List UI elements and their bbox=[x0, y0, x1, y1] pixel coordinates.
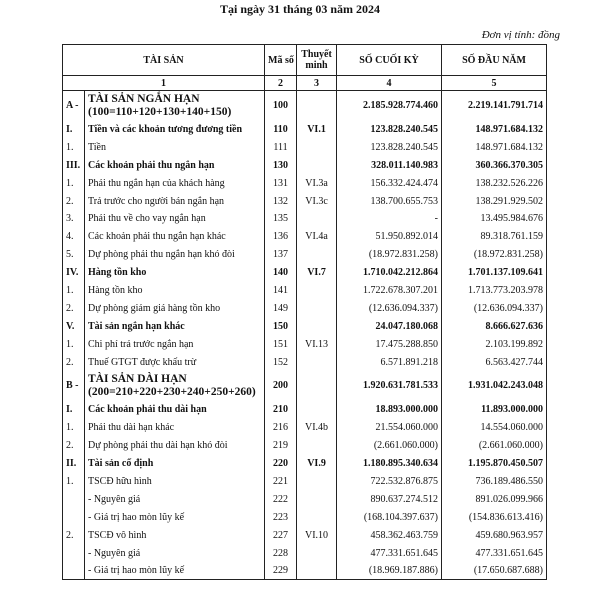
row-index: 1. bbox=[63, 174, 85, 192]
note-ref bbox=[297, 138, 337, 156]
col-header-note: Thuyết minh bbox=[297, 45, 337, 76]
asset-code: 220 bbox=[265, 455, 297, 473]
row-index: 4. bbox=[63, 228, 85, 246]
end-period-value: 21.554.060.000 bbox=[337, 419, 442, 437]
begin-year-value: 2.219.141.791.714 bbox=[442, 91, 547, 121]
table-row bbox=[63, 353, 547, 371]
begin-year-value: (17.650.687.688) bbox=[442, 562, 547, 580]
report-date: Tại ngày 31 tháng 03 năm 2024 bbox=[219, 2, 381, 16]
col-header-code: Mã số bbox=[265, 45, 297, 76]
table-row bbox=[63, 138, 547, 156]
asset-code: 110 bbox=[265, 121, 297, 139]
asset-code: 200 bbox=[265, 371, 297, 401]
asset-code: 221 bbox=[265, 473, 297, 491]
note-ref bbox=[297, 437, 337, 455]
asset-name: Các khoản phải thu ngắn hạn khác bbox=[85, 228, 265, 246]
end-period-value: 2.185.928.774.460 bbox=[337, 91, 442, 121]
begin-year-value: (18.972.831.258) bbox=[442, 246, 547, 264]
row-index bbox=[63, 508, 85, 526]
end-period-value: 123.828.240.545 bbox=[337, 121, 442, 139]
table-row bbox=[63, 455, 547, 473]
asset-name: TÀI SẢN NGẮN HẠN (100=110+120+130+140+150) bbox=[85, 91, 265, 121]
asset-name: Phải thu dài hạn khác bbox=[85, 419, 265, 437]
note-ref bbox=[297, 282, 337, 300]
asset-code: 135 bbox=[265, 210, 297, 228]
asset-code: 152 bbox=[265, 353, 297, 371]
table-row bbox=[63, 91, 547, 121]
note-ref bbox=[297, 246, 337, 264]
asset-name: TSCĐ hữu hình bbox=[85, 473, 265, 491]
end-period-value: 138.700.655.753 bbox=[337, 192, 442, 210]
end-period-value: 6.571.891.218 bbox=[337, 353, 442, 371]
end-period-value: - bbox=[337, 210, 442, 228]
row-index: 1. bbox=[63, 282, 85, 300]
row-index: III. bbox=[63, 156, 85, 174]
row-index: 2. bbox=[63, 192, 85, 210]
row-index: 1. bbox=[63, 419, 85, 437]
table-row bbox=[63, 401, 547, 419]
table-row bbox=[63, 544, 547, 562]
table-row bbox=[63, 371, 547, 401]
begin-year-value: (12.636.094.337) bbox=[442, 299, 547, 317]
note-ref: VI.9 bbox=[297, 455, 337, 473]
row-index: IV. bbox=[63, 264, 85, 282]
note-ref: VI.1 bbox=[297, 121, 337, 139]
begin-year-value: 1.713.773.203.978 bbox=[442, 282, 547, 300]
asset-name: Thuế GTGT được khấu trừ bbox=[85, 353, 265, 371]
begin-year-value: 13.495.984.676 bbox=[442, 210, 547, 228]
end-period-value: 18.893.000.000 bbox=[337, 401, 442, 419]
row-index: I. bbox=[63, 401, 85, 419]
end-period-value: 1.180.895.340.634 bbox=[337, 455, 442, 473]
note-ref bbox=[297, 353, 337, 371]
begin-year-value: 1.701.137.109.641 bbox=[442, 264, 547, 282]
col-index: 2 bbox=[265, 76, 297, 91]
begin-year-value: 736.189.486.550 bbox=[442, 473, 547, 491]
table-row bbox=[63, 299, 547, 317]
asset-name: Dự phòng phải thu ngắn hạn khó đòi bbox=[85, 246, 265, 264]
note-ref: VI.3c bbox=[297, 192, 337, 210]
end-period-value: 890.637.274.512 bbox=[337, 490, 442, 508]
row-index bbox=[63, 562, 85, 580]
note-ref bbox=[297, 544, 337, 562]
end-period-value: 328.011.140.983 bbox=[337, 156, 442, 174]
asset-code: 136 bbox=[265, 228, 297, 246]
note-ref: VI.4b bbox=[297, 419, 337, 437]
asset-code: 210 bbox=[265, 401, 297, 419]
row-index: 1. bbox=[63, 335, 85, 353]
end-period-value: 1.722.678.307.201 bbox=[337, 282, 442, 300]
asset-code: 216 bbox=[265, 419, 297, 437]
end-period-value: 123.828.240.545 bbox=[337, 138, 442, 156]
asset-name: Tài sản ngắn hạn khác bbox=[85, 317, 265, 335]
asset-code: 222 bbox=[265, 490, 297, 508]
note-ref bbox=[297, 371, 337, 401]
row-index: 2. bbox=[63, 526, 85, 544]
balance-sheet-table bbox=[62, 44, 547, 580]
row-index: 5. bbox=[63, 246, 85, 264]
note-ref bbox=[297, 401, 337, 419]
row-index bbox=[63, 544, 85, 562]
begin-year-value: 459.680.963.957 bbox=[442, 526, 547, 544]
asset-code: 131 bbox=[265, 174, 297, 192]
asset-code: 130 bbox=[265, 156, 297, 174]
table-row bbox=[63, 473, 547, 491]
end-period-value: 1.710.042.212.864 bbox=[337, 264, 442, 282]
table-row bbox=[63, 335, 547, 353]
table-row bbox=[63, 562, 547, 580]
end-period-value: 24.047.180.068 bbox=[337, 317, 442, 335]
note-ref: VI.10 bbox=[297, 526, 337, 544]
col-index: 5 bbox=[442, 76, 547, 91]
begin-year-value: 6.563.427.744 bbox=[442, 353, 547, 371]
begin-year-value: 148.971.684.132 bbox=[442, 121, 547, 139]
col-index: 3 bbox=[297, 76, 337, 91]
note-ref bbox=[297, 210, 337, 228]
note-ref bbox=[297, 508, 337, 526]
table-row bbox=[63, 174, 547, 192]
end-period-value: 51.950.892.014 bbox=[337, 228, 442, 246]
col-header-asset: TÀI SẢN bbox=[63, 45, 265, 76]
asset-code: 140 bbox=[265, 264, 297, 282]
asset-name: Phải thu về cho vay ngắn hạn bbox=[85, 210, 265, 228]
asset-code: 137 bbox=[265, 246, 297, 264]
note-ref bbox=[297, 562, 337, 580]
asset-code: 149 bbox=[265, 299, 297, 317]
begin-year-value: (2.661.060.000) bbox=[442, 437, 547, 455]
asset-name: - Nguyên giá bbox=[85, 544, 265, 562]
asset-name: TSCĐ vô hình bbox=[85, 526, 265, 544]
begin-year-value: 360.366.370.305 bbox=[442, 156, 547, 174]
end-period-value: 477.331.651.645 bbox=[337, 544, 442, 562]
note-ref bbox=[297, 473, 337, 491]
note-ref: VI.4a bbox=[297, 228, 337, 246]
table-row bbox=[63, 437, 547, 455]
asset-name: Các khoản phải thu dài hạn bbox=[85, 401, 265, 419]
asset-name: Dự phòng phải thu dài hạn khó đòi bbox=[85, 437, 265, 455]
asset-code: 151 bbox=[265, 335, 297, 353]
end-period-value: (18.972.831.258) bbox=[337, 246, 442, 264]
end-period-value: (168.104.397.637) bbox=[337, 508, 442, 526]
column-index-row bbox=[63, 76, 547, 91]
note-ref bbox=[297, 91, 337, 121]
asset-name: Hàng tồn kho bbox=[85, 282, 265, 300]
row-index: 2. bbox=[63, 437, 85, 455]
row-index: 2. bbox=[63, 353, 85, 371]
row-index: I. bbox=[63, 121, 85, 139]
asset-name: Chi phí trả trước ngắn hạn bbox=[85, 335, 265, 353]
asset-name: Hàng tồn kho bbox=[85, 264, 265, 282]
col-header-end: SỐ CUỐI KỲ bbox=[337, 45, 442, 76]
row-index: 1. bbox=[63, 138, 85, 156]
row-index: V. bbox=[63, 317, 85, 335]
table-row bbox=[63, 192, 547, 210]
begin-year-value: (154.836.613.416) bbox=[442, 508, 547, 526]
begin-year-value: 8.666.627.636 bbox=[442, 317, 547, 335]
note-ref: VI.7 bbox=[297, 264, 337, 282]
end-period-value: 722.532.876.875 bbox=[337, 473, 442, 491]
begin-year-value: 1.931.042.243.048 bbox=[442, 371, 547, 401]
asset-code: 229 bbox=[265, 562, 297, 580]
row-index bbox=[63, 490, 85, 508]
begin-year-value: 11.893.000.000 bbox=[442, 401, 547, 419]
begin-year-value: 14.554.060.000 bbox=[442, 419, 547, 437]
asset-name: - Nguyên giá bbox=[85, 490, 265, 508]
table-row bbox=[63, 228, 547, 246]
table-row bbox=[63, 246, 547, 264]
table-header-row bbox=[63, 45, 547, 76]
end-period-value: 156.332.424.474 bbox=[337, 174, 442, 192]
note-ref bbox=[297, 490, 337, 508]
begin-year-value: 477.331.651.645 bbox=[442, 544, 547, 562]
asset-code: 219 bbox=[265, 437, 297, 455]
table-row bbox=[63, 419, 547, 437]
begin-year-value: 1.195.870.450.507 bbox=[442, 455, 547, 473]
table-row bbox=[63, 156, 547, 174]
asset-code: 223 bbox=[265, 508, 297, 526]
begin-year-value: 2.103.199.892 bbox=[442, 335, 547, 353]
row-index: 3. bbox=[63, 210, 85, 228]
asset-name: - Giá trị hao mòn lũy kế bbox=[85, 508, 265, 526]
note-ref bbox=[297, 317, 337, 335]
begin-year-value: 89.318.761.159 bbox=[442, 228, 547, 246]
note-ref bbox=[297, 156, 337, 174]
begin-year-value: 138.291.929.502 bbox=[442, 192, 547, 210]
asset-name: Tiền bbox=[85, 138, 265, 156]
asset-name: Tài sản cố định bbox=[85, 455, 265, 473]
asset-code: 100 bbox=[265, 91, 297, 121]
table-row bbox=[63, 210, 547, 228]
asset-name: TÀI SẢN DÀI HẠN (200=210+220+230+240+250+260) bbox=[85, 371, 265, 401]
note-ref bbox=[297, 299, 337, 317]
end-period-value: (2.661.060.000) bbox=[337, 437, 442, 455]
table-row bbox=[63, 121, 547, 139]
row-index: 1. bbox=[63, 473, 85, 491]
begin-year-value: 891.026.099.966 bbox=[442, 490, 547, 508]
end-period-value: (18.969.187.886) bbox=[337, 562, 442, 580]
row-index: 2. bbox=[63, 299, 85, 317]
end-period-value: 17.475.288.850 bbox=[337, 335, 442, 353]
col-index: 4 bbox=[337, 76, 442, 91]
asset-code: 227 bbox=[265, 526, 297, 544]
asset-name: Trả trước cho người bán ngắn hạn bbox=[85, 192, 265, 210]
asset-code: 111 bbox=[265, 138, 297, 156]
table-row bbox=[63, 317, 547, 335]
note-ref: VI.3a bbox=[297, 174, 337, 192]
begin-year-value: 138.232.526.226 bbox=[442, 174, 547, 192]
table-row bbox=[63, 264, 547, 282]
table-body bbox=[63, 91, 547, 580]
note-ref: VI.13 bbox=[297, 335, 337, 353]
table-row bbox=[63, 282, 547, 300]
asset-code: 228 bbox=[265, 544, 297, 562]
asset-code: 141 bbox=[265, 282, 297, 300]
table-row bbox=[63, 490, 547, 508]
row-index: II. bbox=[63, 455, 85, 473]
asset-name: Tiền và các khoản tương đương tiền bbox=[85, 121, 265, 139]
table-row bbox=[63, 508, 547, 526]
currency-unit-note: Đơn vị tính: đồng bbox=[481, 29, 560, 41]
row-index: B - bbox=[63, 371, 85, 401]
col-index: 1 bbox=[63, 76, 265, 91]
end-period-value: 1.920.631.781.533 bbox=[337, 371, 442, 401]
end-period-value: (12.636.094.337) bbox=[337, 299, 442, 317]
asset-name: Phải thu ngắn hạn của khách hàng bbox=[85, 174, 265, 192]
asset-code: 150 bbox=[265, 317, 297, 335]
table-row bbox=[63, 526, 547, 544]
row-index: A - bbox=[63, 91, 85, 121]
begin-year-value: 148.971.684.132 bbox=[442, 138, 547, 156]
asset-code: 132 bbox=[265, 192, 297, 210]
col-header-begin: SỐ ĐẦU NĂM bbox=[442, 45, 547, 76]
asset-name: Các khoản phải thu ngắn hạn bbox=[85, 156, 265, 174]
asset-name: Dự phòng giảm giá hàng tồn kho bbox=[85, 299, 265, 317]
asset-name: - Giá trị hao mòn lũy kế bbox=[85, 562, 265, 580]
end-period-value: 458.362.463.759 bbox=[337, 526, 442, 544]
